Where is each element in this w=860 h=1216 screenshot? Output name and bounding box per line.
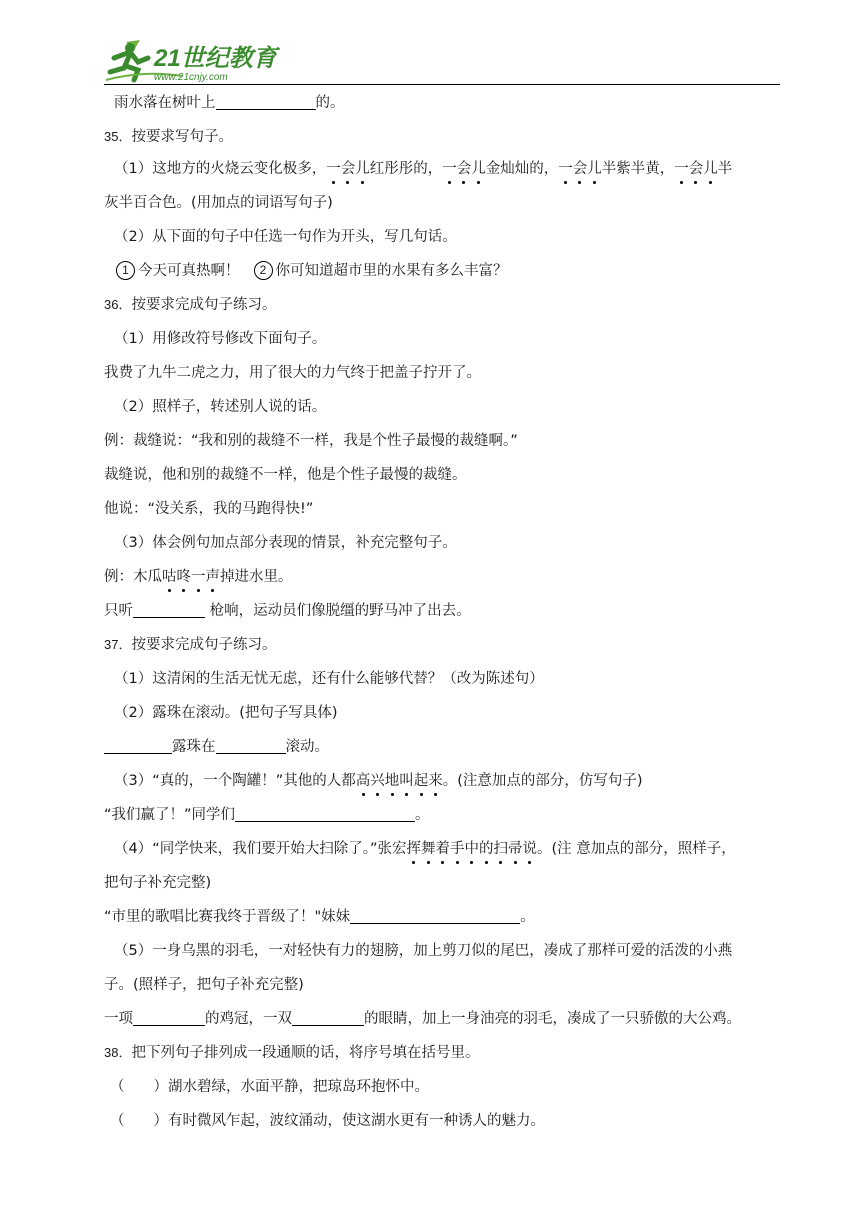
question-number: 38． — [104, 1045, 132, 1060]
question-number: 36． — [104, 297, 132, 312]
question-title: 按要求完成句子练习。 — [131, 297, 277, 313]
text-line: 我费了九牛二虎之力，用了很大的力气终于把盖子拧开了。 — [104, 365, 481, 381]
answer-blank[interactable] — [216, 94, 316, 110]
text-line: （2）露珠在滚动。(把句子写具体) — [114, 705, 338, 721]
text-line: （1）用修改符号修改下面句子。 — [114, 331, 327, 347]
option-number: 2 — [254, 261, 273, 280]
answer-blank[interactable] — [133, 602, 205, 618]
text-line: “市里的歌唱比赛我终于晋级了！"妹妹 。 — [104, 909, 535, 925]
dotted-word: 咕咚一声 — [162, 569, 220, 585]
question-37 — [104, 634, 276, 656]
text-line: 雨水落在树叶上 的。 — [114, 95, 345, 111]
question-number: 37． — [104, 637, 132, 652]
text-line: （5）一身乌黑的羽毛，一对轻快有力的翅膀，加上剪刀似的尾巴，凑成了那样可爱的活泼的小燕 — [114, 943, 733, 959]
question-number: 35． — [104, 129, 132, 144]
question-36 — [104, 294, 276, 316]
question-title: 按要求完成句子练习。 — [131, 637, 277, 653]
text-line: 他说：“没关系，我的马跑得快!” — [104, 501, 314, 517]
text-line: （2）照样子，转述别人说的话。 — [114, 399, 327, 415]
text-line: （4）“同学快来，我们要开始大扫除了。”张宏挥舞着手中的扫帚说。(注 意加点的部分，照样子， — [114, 838, 736, 860]
question-38 — [104, 1042, 479, 1064]
option-line: 1 今天可真热啊！ 2 你可知道超市里的水果有多么丰富？ — [116, 260, 508, 282]
text-line: 例：裁缝说：“我和别的裁缝不一样，我是个性子最慢的裁缝啊。” — [104, 433, 518, 449]
answer-blank[interactable] — [350, 908, 520, 924]
text-line: “我们赢了！”同学们 。 — [104, 807, 430, 823]
question-35 — [104, 126, 233, 148]
answer-blank[interactable] — [133, 1010, 205, 1026]
answer-blank[interactable] — [104, 738, 172, 754]
text-line: （ ）湖水碧绿，水面平静，把琼岛环抱怀中。 — [110, 1079, 429, 1095]
option-number: 1 — [116, 261, 135, 280]
text-line: 一项 的鸡冠，一双 的眼睛，加上一身油亮的羽毛，凑成了一只骄傲的大公鸡。 — [104, 1011, 741, 1027]
answer-blank[interactable] — [292, 1010, 364, 1026]
text-line: 子。(照样子，把句子补充完整) — [104, 977, 304, 993]
text-line: 只听 枪响，运动员们像脱缰的野马冲了出去。 — [104, 603, 471, 619]
text-line: （1）这地方的火烧云变化极多，一会儿红彤彤的，一会儿金灿灿的，一会儿半紫半黄，一会儿半 — [114, 158, 732, 180]
dotted-word: 一会儿 — [442, 161, 486, 177]
logo-brand-text: 21世纪教育 — [154, 45, 277, 72]
logo-url-text: www.21cnjy.com — [154, 72, 228, 83]
text-line: 裁缝说，他和别的裁缝不一样，他是个性子最慢的裁缝。 — [104, 467, 467, 483]
dotted-word: 一会儿 — [326, 161, 370, 177]
header-divider — [104, 84, 780, 85]
dotted-word: 一会儿 — [558, 161, 602, 177]
dotted-word: 一会儿 — [674, 161, 718, 177]
answer-blank[interactable] — [235, 806, 415, 822]
question-title: 按要求写句子。 — [131, 129, 233, 145]
dotted-word: 挥舞着手中的扫帚说 — [407, 841, 538, 857]
text-line: 把句子补充完整) — [104, 875, 212, 891]
text-line: 灰半百合色。(用加点的词语写句子) — [104, 195, 333, 211]
page-header — [0, 0, 860, 90]
text-line: 例：木瓜咕咚一声掉进水里。 — [104, 566, 293, 588]
question-title: 把下列句子排列成一段通顺的话，将序号填在括号里。 — [131, 1045, 480, 1061]
answer-blank[interactable] — [216, 738, 286, 754]
runner-logo-icon — [104, 36, 284, 86]
text-line: （3）“真的，一个陶罐！”其他的人都高兴地叫起来。(注意加点的部分，仿写句子) — [114, 770, 643, 792]
brand-logo — [104, 36, 284, 86]
text-line: （2）从下面的句子中任选一句作为开头，写几句话。 — [114, 229, 457, 245]
text-line: （1）这清闲的生活无忧无虑，还有什么能够代替？（改为陈述句） — [114, 671, 544, 687]
dotted-word: 高兴地叫起来 — [356, 773, 443, 789]
text-line: （3）体会例句加点部分表现的情景，补充完整句子。 — [114, 535, 457, 551]
text-line: （ ）有时微风乍起，波纹涌动，使这湖水更有一种诱人的魅力。 — [110, 1113, 545, 1129]
text-line: 露珠在 滚动。 — [104, 736, 329, 758]
